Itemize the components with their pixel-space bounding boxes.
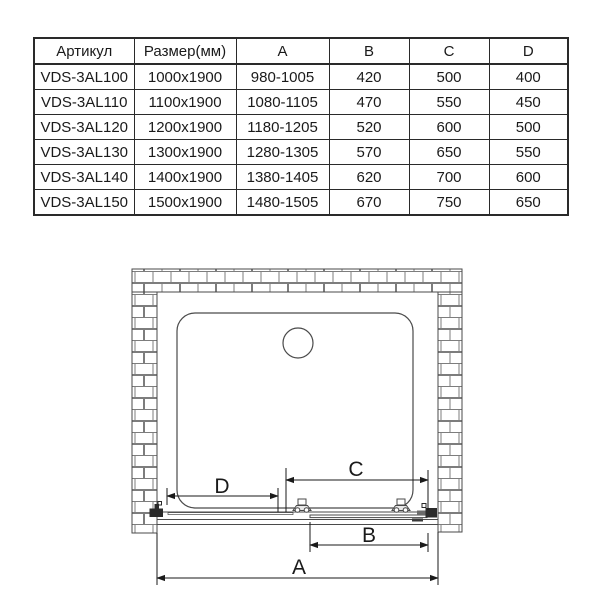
table-cell: 750 [409, 190, 489, 216]
shower-tray [177, 313, 413, 508]
table-cell: 520 [329, 115, 409, 140]
table-row [34, 115, 568, 140]
table-cell: 1200x1900 [134, 115, 236, 140]
column-header-article: Артикул [34, 38, 134, 64]
table-cell: 550 [489, 140, 568, 165]
table-cell: 1280-1305 [236, 140, 329, 165]
table-cell: 670 [329, 190, 409, 216]
installation-diagram [0, 260, 600, 600]
dimension-b [310, 522, 428, 552]
table-cell: VDS-3AL140 [34, 165, 134, 190]
wall-right-column [438, 269, 462, 532]
tray-outline [177, 313, 413, 508]
dim-b-label: B [361, 524, 377, 547]
table-row [34, 190, 568, 216]
table-row [34, 165, 568, 190]
table-cell: 400 [489, 64, 568, 90]
table-row [34, 64, 568, 90]
table-cell: 570 [329, 140, 409, 165]
table-cell: 1500x1900 [134, 190, 236, 216]
table-body [34, 64, 568, 215]
dimension-a [157, 532, 438, 585]
sliding-panel-glass [310, 515, 427, 518]
column-header-c: C [409, 38, 489, 64]
table-cell: 650 [489, 190, 568, 216]
table-cell: 600 [409, 115, 489, 140]
table-cell: 600 [489, 165, 568, 190]
wall-top-band [132, 269, 462, 292]
spec-table [33, 37, 569, 216]
column-header-size: Размер(мм) [134, 38, 236, 64]
table-cell: VDS-3AL100 [34, 64, 134, 90]
table-cell: 500 [489, 115, 568, 140]
table-header-row [34, 38, 568, 64]
table-cell: VDS-3AL150 [34, 190, 134, 216]
table-cell: 700 [409, 165, 489, 190]
door-handle [412, 519, 423, 522]
table-cell: 1180-1205 [236, 115, 329, 140]
table-cell: 650 [409, 140, 489, 165]
wall-left-column [132, 269, 157, 533]
table-cell: VDS-3AL130 [34, 140, 134, 165]
table-cell: 1000x1900 [134, 64, 236, 90]
dim-c-label: C [348, 458, 364, 481]
table-cell: 620 [329, 165, 409, 190]
table-cell: 550 [409, 90, 489, 115]
column-header-d: D [489, 38, 568, 64]
table-cell: VDS-3AL120 [34, 115, 134, 140]
table-cell: VDS-3AL110 [34, 90, 134, 115]
dim-d-label: D [214, 475, 230, 498]
table-cell: 450 [489, 90, 568, 115]
table-cell: 1400x1900 [134, 165, 236, 190]
table-cell: 1100x1900 [134, 90, 236, 115]
table-cell: 420 [329, 64, 409, 90]
table-cell: 1080-1105 [236, 90, 329, 115]
table-row [34, 90, 568, 115]
fixed-panel-glass [168, 513, 293, 515]
column-header-b: B [329, 38, 409, 64]
table-cell: 500 [409, 64, 489, 90]
dim-a-label: A [291, 556, 307, 579]
column-header-a: A [236, 38, 329, 64]
table-cell: 1300x1900 [134, 140, 236, 165]
table-cell: 980-1005 [236, 64, 329, 90]
table-cell: 470 [329, 90, 409, 115]
table-cell: 1380-1405 [236, 165, 329, 190]
table-row [34, 140, 568, 165]
table-cell: 1480-1505 [236, 190, 329, 216]
